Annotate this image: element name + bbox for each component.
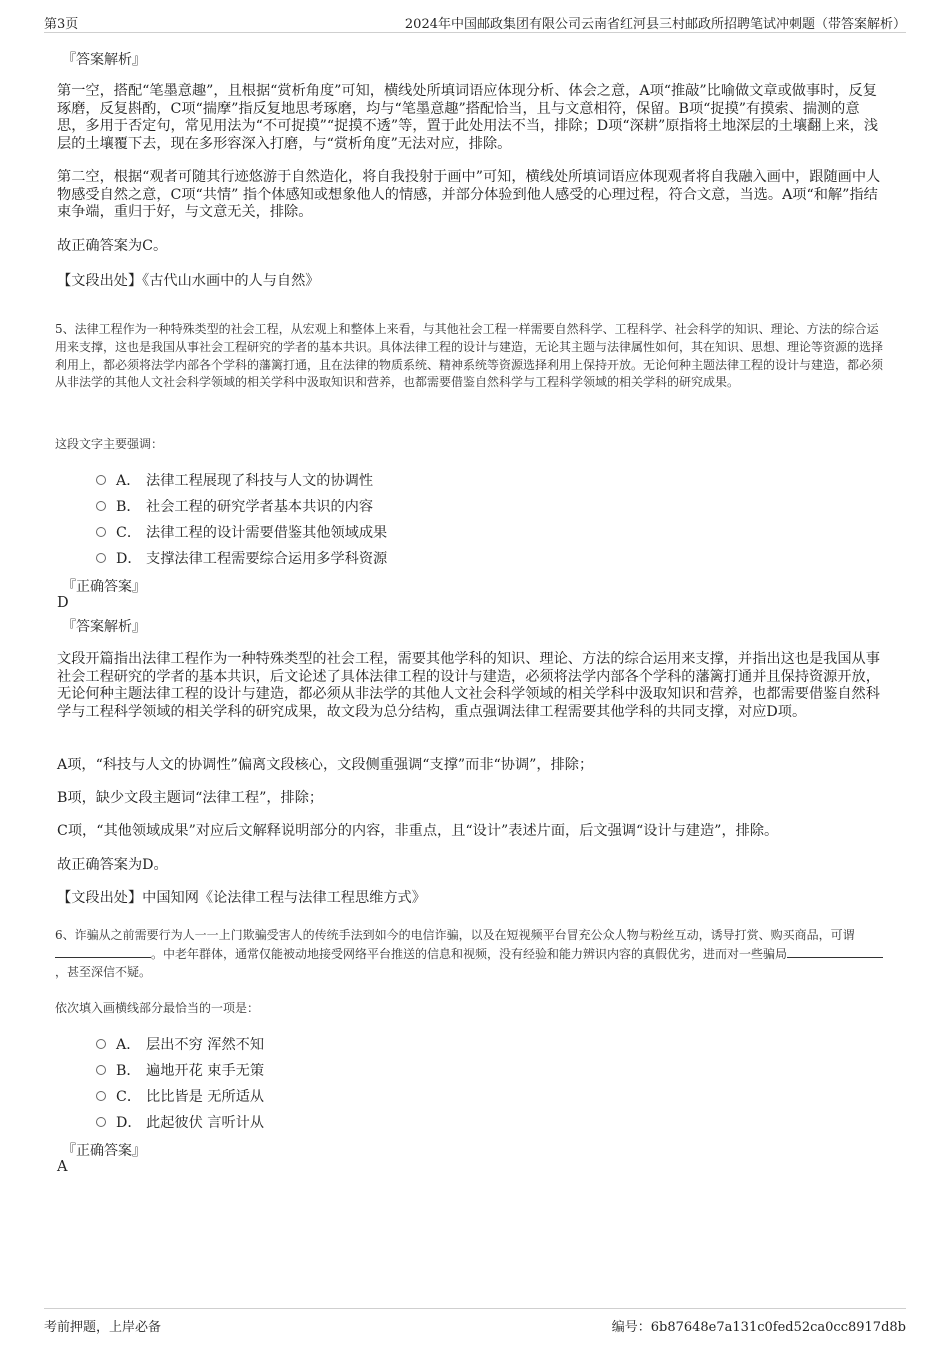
fill-blank-1[interactable] [55,945,151,958]
q4-analysis-label: 『答案解析』 [62,52,146,68]
fill-blank-2[interactable] [787,945,883,958]
q5-option-d[interactable]: D． 支撑法律工程需要综合运用多学科资源 [96,548,387,568]
q5-analysis-paragraph: 文段开篇指出法律工程作为一种特殊类型的社会工程，需要其他学科的知识、理论、方法的综合运用来支撑，并指出这也是我国从事社会工程研究的学者的基本共识，后文论述了具体法律工程的设计与建造，必须将法学内部各个学科的藩篱打通并且保持资源开放，无论何种主题法律工程的设计与建造，都必须从非法学的其他人文社会科学领域的相关学科中汲取知识和营养，也都需要借鉴自然科学与工程科学领域的相关学科的研究成果，故文段为总分结构，重点强调法律工程需要其他学科的共同支撑，对应D项。 [57,651,880,720]
q5-answer-label: 『正确答案』 [62,579,146,595]
q6-option-b[interactable]: B． 遍地开花 束手无策 [96,1060,264,1080]
q5-answer: D [57,595,69,611]
radio-icon[interactable] [96,527,106,537]
q4-source: 【文段出处】《古代山水画中的人与自然》 [57,273,320,289]
q6-answer: A [57,1159,68,1175]
q5-option-a[interactable]: A． 法律工程展现了科技与人文的协调性 [96,470,373,490]
q5-analysis-option-b: B项，缺少文段主题词“法律工程”，排除； [57,790,324,806]
q6-option-a[interactable]: A． 层出不穷 浑然不知 [96,1034,264,1054]
page-header [44,10,906,33]
page-footer [44,1308,906,1333]
radio-icon[interactable] [96,1117,106,1127]
q6-option-c[interactable]: C． 比比皆是 无所适从 [96,1086,264,1106]
q5-source: 【文段出处】中国知网《论法律工程与法律工程思维方式》 [57,890,426,906]
q5-analysis-option-a: A项，“科技与人文的协调性”偏离文段核心，文段侧重强调“支撑”而非“协调”，排除； [57,757,594,773]
q6-stem: 6、诈骗从之前需要行为人一一上门欺骗受害人的传统手法到如今的电信诈骗，以及在短视频平台冒充公众人物与粉丝互动，诱导打赏、购买商品，可谓。中老年群体，通常仅能被动地接受网络平台推送的信息和视频，没有经验和能力辨识内容的真假优劣，进而对一些骗局，甚至深信不疑。 [55,927,890,981]
q5-option-b[interactable]: B． 社会工程的研究学者基本共识的内容 [96,496,373,516]
radio-icon[interactable] [96,1039,106,1049]
q5-stem: 5、法律工程作为一种特殊类型的社会工程，从宏观上和整体上来看，与其他社会工程一样需要自然科学、工程科学、社会科学的知识、理论、方法的综合运用来支撑，这也是我国从事社会工程研究的学者的基本共识。具体法律工程的设计与建造，无论其主题与法律属性如何，其在知识、思想、理论等资源的选择利用上，都必须将法学内部各个学科的藩篱打通，且在法律的物质系统、精神系统等资源选择利用上保持开放。无论何种主题法律工程的设计与建造，都必须从非法学的其他人文社会科学领域的相关学科中汲取知识和营养，也都需要借鉴自然科学与工程科学领域的相关学科的研究成果。 [55,322,884,390]
q5-analysis-option-c: C项，“其他领域成果”对应后文解释说明部分的内容，非重点，且“设计”表述片面，后文强调“设计与建造”，排除。 [57,823,779,839]
q6-answer-label: 『正确答案』 [62,1143,146,1159]
q5-conclusion: 故正确答案为D。 [57,857,168,873]
page-number: 第3页 [44,17,79,32]
document-title: 2024年中国邮政集团有限公司云南省红河县三村邮政所招聘笔试冲刺题（带答案解析） [404,17,906,32]
document-code: 编号：6b87648e7a131c0fed52ca0cc8917d8b [611,1320,906,1335]
q4-conclusion: 故正确答案为C。 [57,238,168,254]
footer-slogan: 考前押题，上岸必备 [44,1320,162,1335]
q5-analysis-label: 『答案解析』 [62,619,146,635]
q4-analysis-paragraph-1: 第一空，搭配“笔墨意趣”，且根据“赏析角度”可知，横线处所填词语应体现分析、体会之意，A项“推敲”比喻做文章或做事时，反复琢磨，反复斟酌，C项“揣摩”指反复地思考琢磨，均与“笔墨意趣”搭配恰当，且与文意相符，保留。B项“捉摸”有摸索、揣测的意思，多用于否定句，常见用法为“不可捉摸”“捉摸不透”等，置于此处用法不当，排除；D项“深耕”原指将土地深层的土壤翻上来，浅层的土壤覆下去，现在多形容深入打磨，与“赏析角度”无法对应，排除。 [57,83,879,152]
q6-option-d[interactable]: D． 此起彼伏 言听计从 [96,1112,264,1132]
radio-icon[interactable] [96,475,106,485]
radio-icon[interactable] [96,553,106,563]
radio-icon[interactable] [96,501,106,511]
radio-icon[interactable] [96,1065,106,1075]
q4-analysis-paragraph-2: 第二空，根据“观者可随其行迹悠游于自然造化，将自我投射于画中”可知，横线处所填词语应体现观者将自我融入画中，跟随画中人物感受自然之意，C项“共情” 指个体感知或想象他人的情感，并部分体验到他人感受的心理过程，符合文意，当选。A项“和解”指结束争端，重归于好，与文意无关，排除。 [57,169,881,221]
q6-prompt: 依次填入画横线部分最恰当的一项是： [55,1001,260,1015]
q5-option-c[interactable]: C． 法律工程的设计需要借鉴其他领域成果 [96,522,387,542]
q5-prompt: 这段文字主要强调： [55,437,164,451]
radio-icon[interactable] [96,1091,106,1101]
